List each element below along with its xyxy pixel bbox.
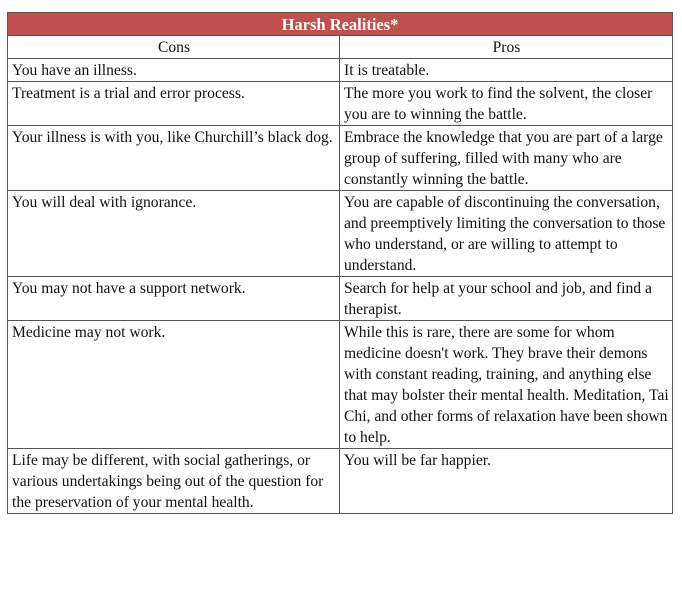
harsh-realities-table: [7, 12, 673, 514]
title-row: [8, 13, 673, 36]
header-row: [8, 36, 673, 59]
cons-cell: Treatment is a trial and error process.: [8, 82, 340, 126]
table-row: [8, 82, 673, 126]
cons-cell: Medicine may not work.: [8, 321, 340, 449]
cons-cell: You will deal with ignorance.: [8, 191, 340, 277]
table-row: [8, 449, 673, 514]
pros-cell: You are capable of discontinuing the conversation, and preemptively limiting the conversation to those who understand, or are willing to attempt to understand.: [340, 191, 673, 277]
cons-cell: You may not have a support network.: [8, 277, 340, 321]
pros-header: Pros: [340, 36, 673, 59]
cons-cell: You have an illness.: [8, 59, 340, 82]
cons-cell: Life may be different, with social gatherings, or various undertakings being out of the question for the preservation of your mental health.: [8, 449, 340, 514]
table-row: [8, 59, 673, 82]
table-row: [8, 191, 673, 277]
pros-cell: Embrace the knowledge that you are part of a large group of suffering, filled with many who are constantly winning the battle.: [340, 126, 673, 191]
pros-cell: The more you work to find the solvent, the closer you are to winning the battle.: [340, 82, 673, 126]
pros-cell: You will be far happier.: [340, 449, 673, 514]
pros-cell: Search for help at your school and job, and find a therapist.: [340, 277, 673, 321]
table-row: [8, 321, 673, 449]
cons-header: Cons: [8, 36, 340, 59]
pros-cell: It is treatable.: [340, 59, 673, 82]
table-row: [8, 126, 673, 191]
cons-cell: Your illness is with you, like Churchill’s black dog.: [8, 126, 340, 191]
table-title: Harsh Realities*: [8, 13, 673, 36]
pros-cell: While this is rare, there are some for whom medicine doesn't work. They brave their demons with constant reading, training, and anything else that may bolster their mental health. Meditation, Tai Chi, and other forms of relaxation have been shown to help.: [340, 321, 673, 449]
table-row: [8, 277, 673, 321]
